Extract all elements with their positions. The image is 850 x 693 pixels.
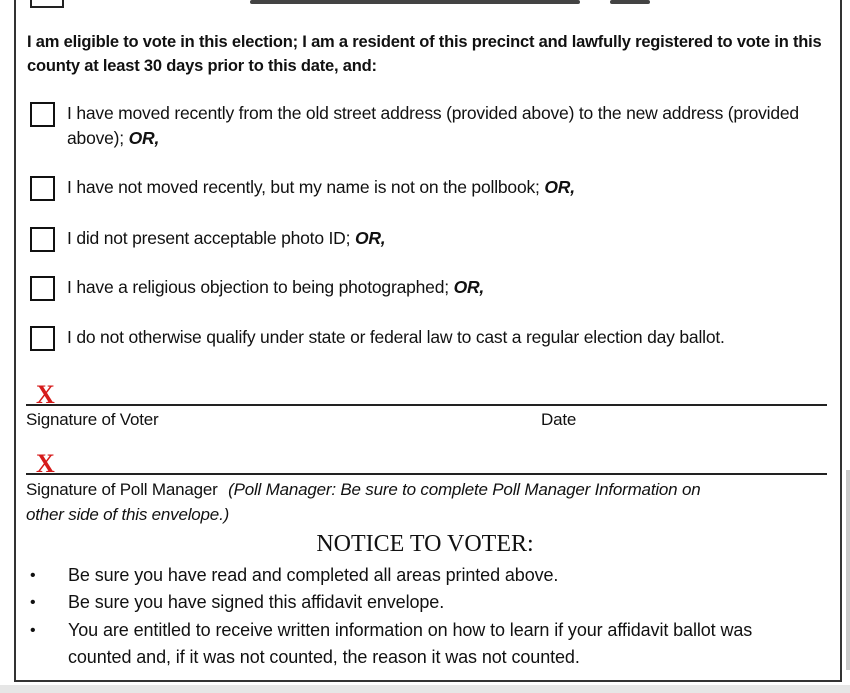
option-religious-objection[interactable] bbox=[30, 275, 820, 301]
voter-signature-x-mark: X bbox=[36, 380, 55, 409]
poll-manager-signature-line[interactable] bbox=[26, 473, 827, 475]
option-no-photo-id-text: I did not present acceptable photo ID; bbox=[67, 228, 355, 248]
notice-to-voter-title: NOTICE TO VOTER: bbox=[316, 531, 534, 557]
poll-manager-signature-label: Signature of Poll Manager bbox=[26, 480, 218, 499]
eligibility-statement: I am eligible to vote in this election; I am a resident of this precinct and lawfully registered to vote in this county at least 30 days prior to this date, and: bbox=[27, 33, 822, 75]
option-moved-recently-text: I have moved recently from the old street address (provided above) to the new address (provided above); bbox=[67, 103, 799, 148]
notice-item-text: Be sure you have signed this affidavit envelope. bbox=[68, 592, 445, 612]
notice-item-text: Be sure you have read and completed all areas printed above. bbox=[68, 565, 559, 585]
option-moved-recently[interactable] bbox=[30, 101, 820, 151]
option-not-otherwise-qualify[interactable] bbox=[30, 325, 820, 351]
poll-manager-note: (Poll Manager: Be sure to complete Poll Manager Information on bbox=[228, 480, 701, 499]
cropped-checkbox bbox=[30, 0, 64, 8]
option-not-on-pollbook[interactable] bbox=[30, 175, 820, 201]
notice-item bbox=[30, 589, 810, 616]
poll-manager-signature-block bbox=[26, 479, 826, 501]
notice-item-text: You are entitled to receive written information on how to learn if your affidavit ballot was counted and, if it was not counted, the reason it was not counted. bbox=[68, 620, 753, 667]
checkbox-no-photo-id[interactable] bbox=[30, 227, 55, 252]
notice-item bbox=[30, 617, 810, 671]
or-label: OR, bbox=[354, 228, 386, 248]
date-label: Date bbox=[541, 410, 577, 429]
option-no-photo-id[interactable] bbox=[30, 226, 820, 252]
checkbox-not-on-pollbook[interactable] bbox=[30, 176, 55, 201]
or-label: OR, bbox=[544, 177, 575, 197]
option-religious-objection-text: I have a religious objection to being photographed; bbox=[67, 277, 454, 297]
notice-item bbox=[30, 562, 810, 589]
or-label: OR, bbox=[453, 277, 485, 297]
bullet-icon: • bbox=[30, 594, 36, 611]
option-not-on-pollbook-text: I have not moved recently, but my name is not on the pollbook; bbox=[67, 177, 545, 197]
option-not-otherwise-qualify-text: I do not otherwise qualify under state or federal law to cast a regular election day ballot. bbox=[67, 327, 725, 347]
bullet-icon: • bbox=[30, 622, 36, 639]
checkbox-not-otherwise-qualify[interactable] bbox=[30, 326, 55, 351]
or-label: OR, bbox=[128, 128, 160, 148]
scan-bottom-edge bbox=[0, 685, 850, 693]
cropped-text-line bbox=[250, 0, 580, 4]
scan-edge-shadow bbox=[846, 470, 850, 670]
bullet-icon: • bbox=[30, 567, 36, 584]
poll-manager-signature-x-mark: X bbox=[36, 449, 55, 478]
poll-manager-note-continued: other side of this envelope.) bbox=[26, 505, 230, 524]
checkbox-moved-recently[interactable] bbox=[30, 102, 55, 127]
cropped-text-line bbox=[610, 0, 650, 4]
voter-signature-line[interactable] bbox=[26, 404, 827, 406]
checkbox-religious-objection[interactable] bbox=[30, 276, 55, 301]
voter-signature-label: Signature of Voter bbox=[26, 410, 159, 429]
